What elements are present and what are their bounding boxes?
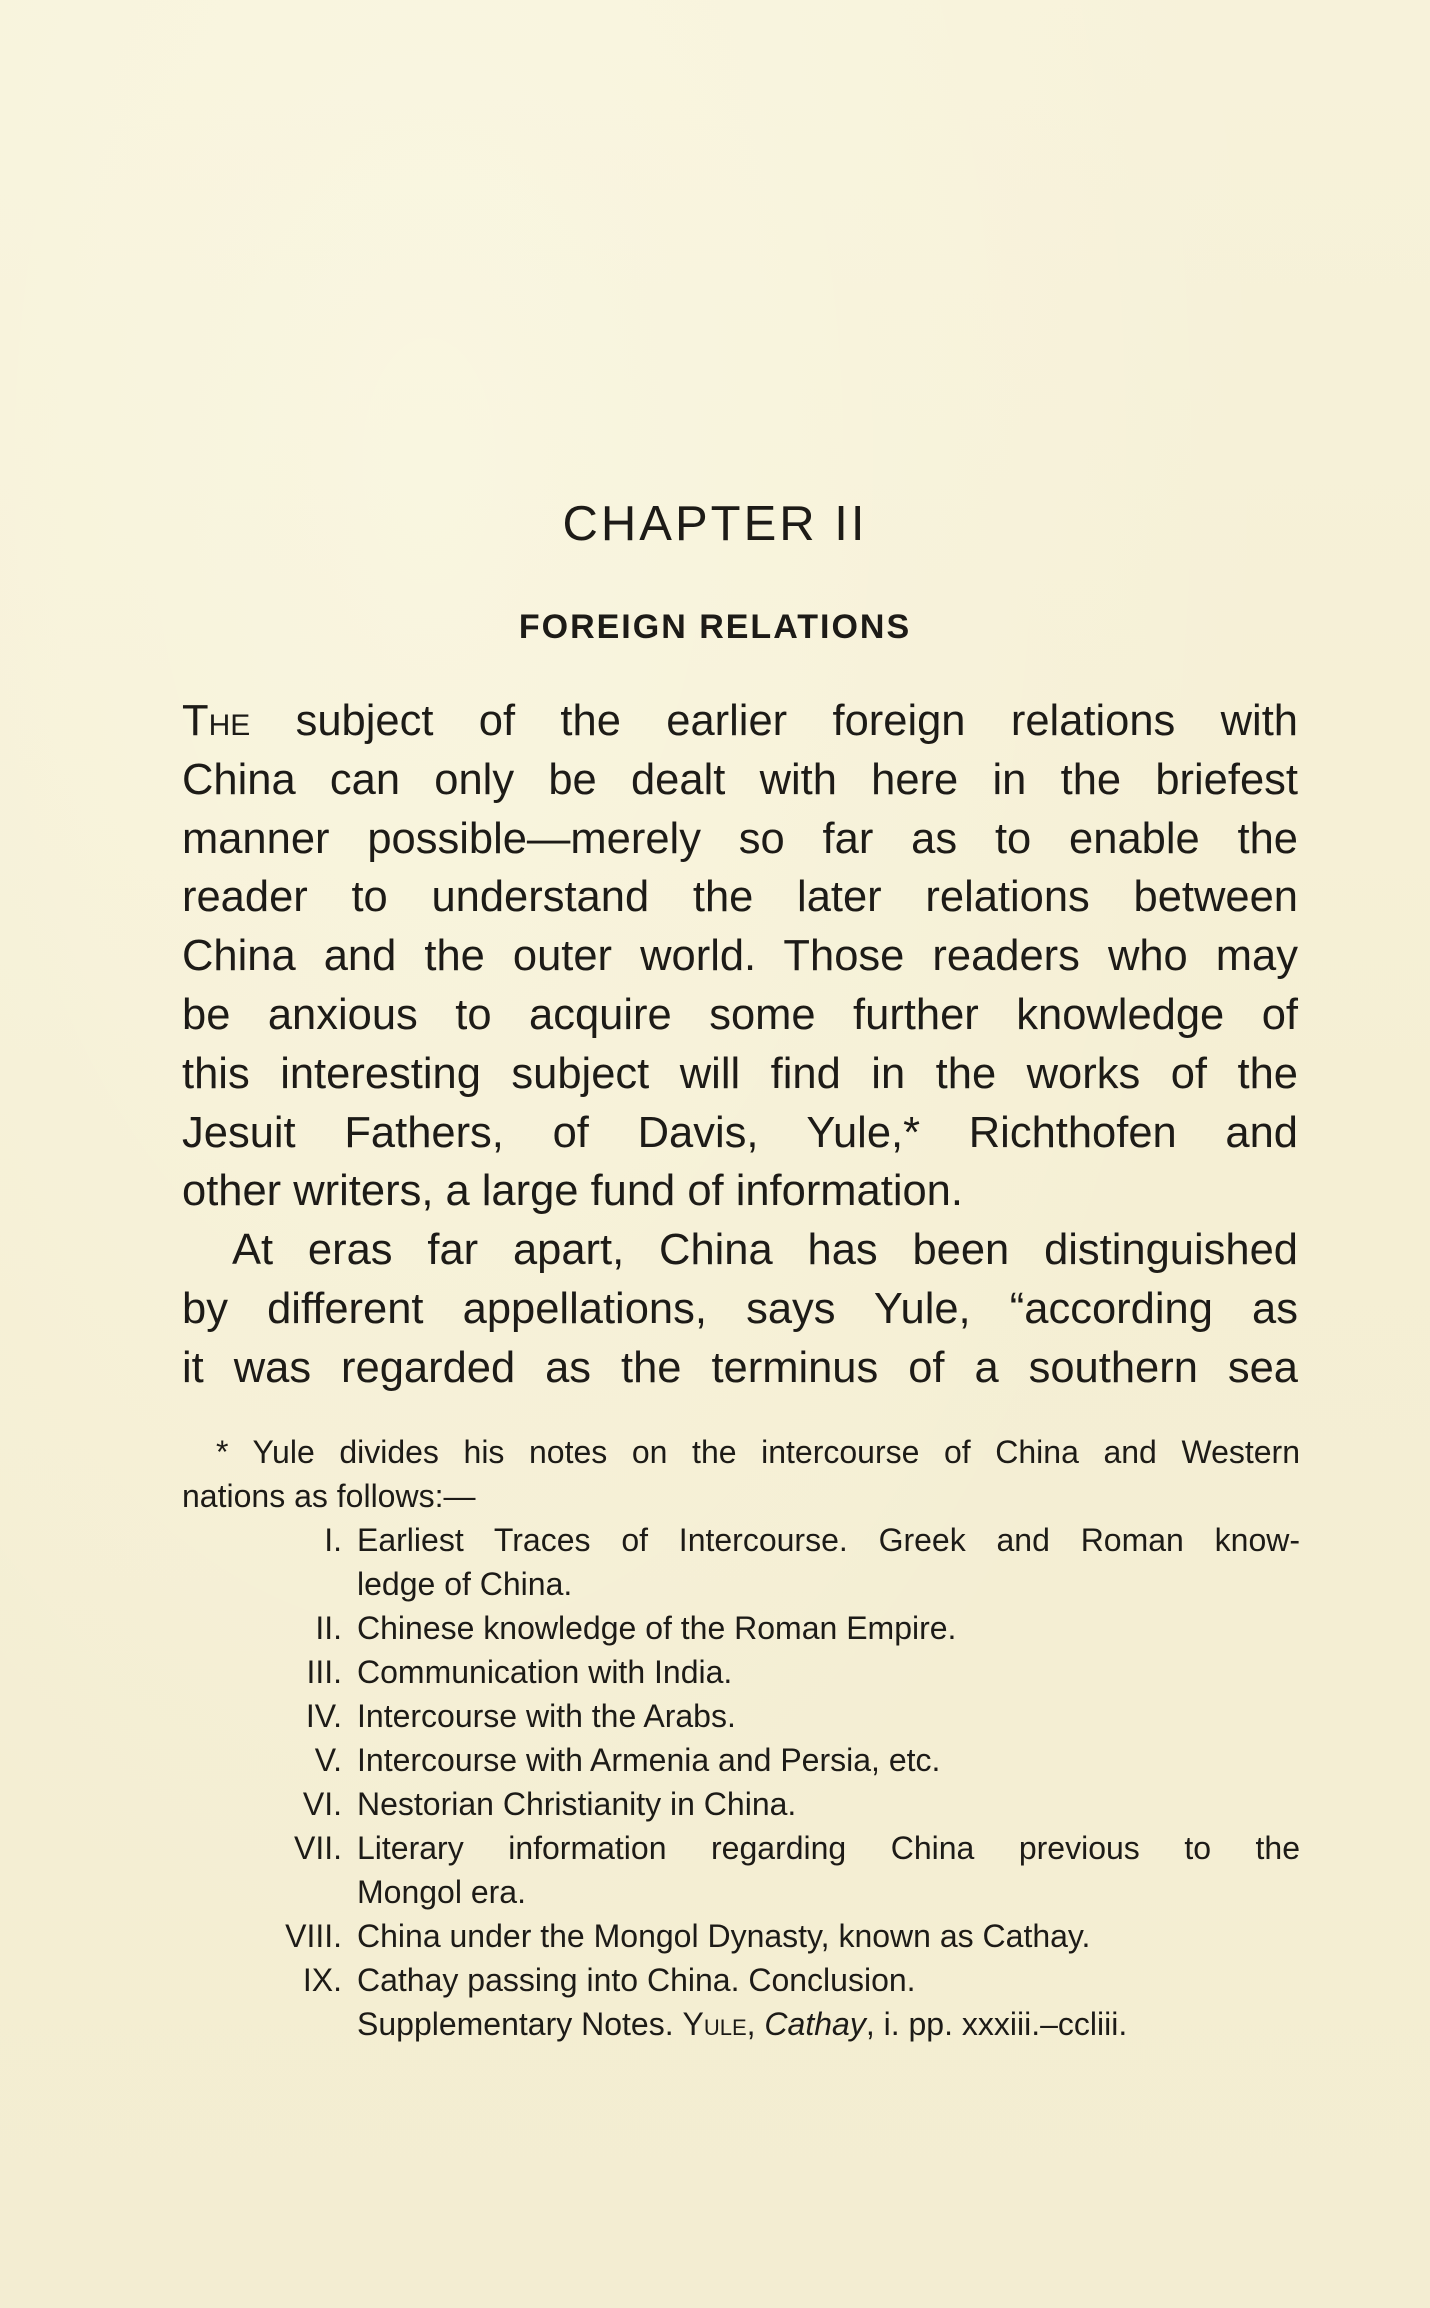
footnote-list-item xyxy=(182,1650,1300,1694)
chapter-subtitle: FOREIGN RELATIONS xyxy=(518,608,912,646)
item-number: I. xyxy=(324,1522,342,1558)
item-number: II. xyxy=(315,1610,342,1646)
footnote-list-item xyxy=(182,1738,1300,1782)
item-text: Chinese knowledge of the Roman Empire. xyxy=(357,1610,957,1646)
item-text: China under the Mongol Dynasty, known as Cathay. xyxy=(357,1918,1091,1954)
body-line: be anxious to acquire some further knowledge of xyxy=(182,990,1298,1039)
body-paragraphs xyxy=(182,692,1298,1398)
footnote-list-item xyxy=(182,1606,1300,1650)
body-line xyxy=(182,692,1298,751)
item-number: V. xyxy=(314,1742,342,1778)
item-text: Intercourse with Armenia and Persia, etc. xyxy=(357,1742,941,1778)
footnote-list xyxy=(182,1518,1300,2002)
body-line: this interesting subject will find in the works of the xyxy=(182,1049,1298,1098)
item-text: ledge of China. xyxy=(357,1566,573,1602)
item-text: Mongol era. xyxy=(357,1874,526,1910)
citation-author: Yule xyxy=(682,2006,747,2042)
footnote-list-item xyxy=(182,1914,1300,1958)
item-text: Earliest Traces of Intercourse. Greek and Roman know- xyxy=(357,1522,1300,1558)
item-text: Intercourse with the Arabs. xyxy=(357,1698,736,1734)
body-line: Jesuit Fathers, of Davis, Yule,* Richthofen and xyxy=(182,1108,1298,1157)
item-number: VII. xyxy=(293,1830,342,1866)
footnote xyxy=(182,1430,1300,2046)
footnote-list-item xyxy=(182,1518,1300,1606)
item-text: Nestorian Christianity in China. xyxy=(357,1786,797,1822)
footnote-list-item xyxy=(182,1782,1300,1826)
body-line: At eras far apart, China has been distinguished xyxy=(232,1226,1298,1275)
body-line: manner possible—merely so far as to enable the xyxy=(182,814,1298,863)
body-line: China and the outer world. Those readers who may xyxy=(182,932,1298,981)
footnote-intro-line: * Yule divides his notes on the intercourse of China and Western xyxy=(216,1434,1300,1470)
footnote-list-item xyxy=(182,1826,1300,1914)
body-line: reader to understand the later relations between xyxy=(182,873,1298,922)
body-line: other writers, a large fund of information. xyxy=(182,1167,963,1216)
footnote-citation xyxy=(182,2002,1300,2046)
item-text: Cathay passing into China. Conclusion. xyxy=(357,1962,916,1998)
body-line: it was regarded as the terminus of a southern sea xyxy=(182,1343,1298,1392)
item-text: Literary information regarding China previous to the xyxy=(357,1830,1300,1866)
body-line-text: subject of the earlier foreign relations with xyxy=(250,697,1298,745)
footnote-list-item xyxy=(182,1958,1300,2002)
item-number: IX. xyxy=(302,1962,342,1998)
item-number: VIII. xyxy=(285,1918,342,1954)
citation-separator: , xyxy=(746,2006,765,2042)
item-number: III. xyxy=(306,1654,342,1690)
citation-pages: , i. pp. xxxiii.–ccliii. xyxy=(865,2006,1128,2042)
citation-work: Cathay xyxy=(764,2006,866,2042)
citation-prefix: Supplementary Notes. xyxy=(357,2006,683,2042)
item-number: IV. xyxy=(305,1698,342,1734)
item-number: VI. xyxy=(302,1786,342,1822)
item-text: Communication with India. xyxy=(357,1654,733,1690)
body-line: by different appellations, says Yule, “according as xyxy=(182,1284,1298,1333)
footnote-intro-line: nations as follows:— xyxy=(182,1478,476,1514)
opening-word: The xyxy=(182,697,251,745)
body-line: China can only be dealt with here in the briefest xyxy=(182,755,1298,804)
footnote-list-item xyxy=(182,1694,1300,1738)
chapter-title: CHAPTER II xyxy=(562,497,868,551)
